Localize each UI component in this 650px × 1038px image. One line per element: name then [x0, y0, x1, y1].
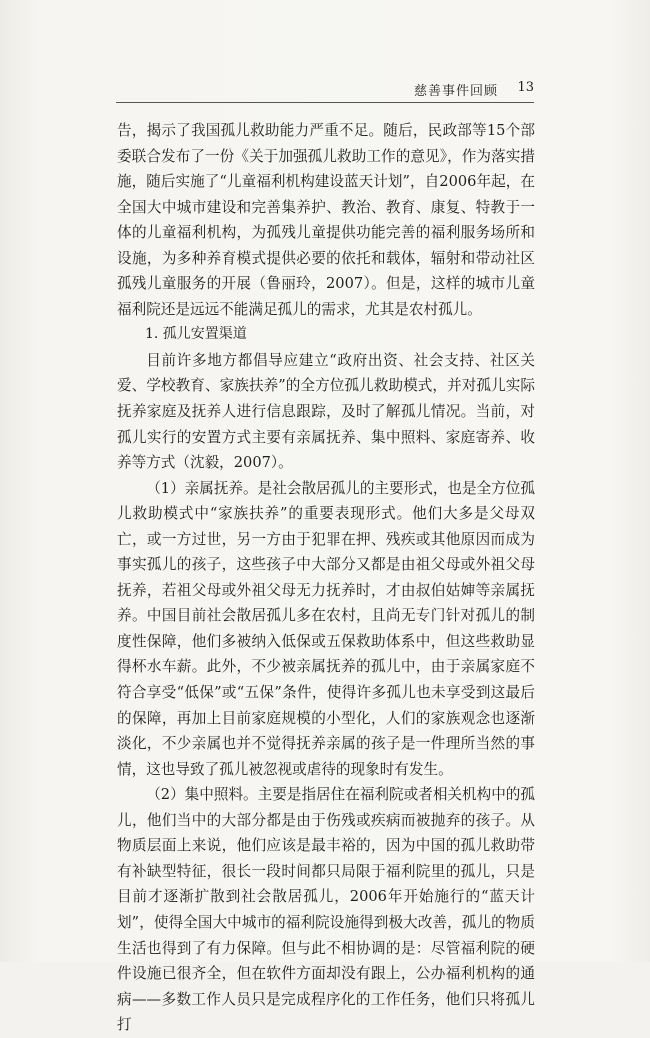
running-title: 慈善事件回顾 [413, 84, 498, 99]
section-heading: 1. 孤儿安置渠道 [145, 326, 247, 343]
paragraph-placement-overview: 目前许多地方都倡导应建立“政府出资、社会支持、社区关爱、学校教育、家族扶养”的全方位孤儿救助模式，并对孤儿实际抚养家庭及抚养人进行信息跟踪，及时了解孤儿情况。当前，对孤儿实行的安置方式主要有亲属抚养、集中照料、家庭寄养、收养等方式（沈毅，2007）。 [117, 351, 535, 472]
paragraph-relative-care: （1）亲属抚养。是社会散居孤儿的主要形式，也是全方位孤儿救助模式中“家族扶养”的重要表现形式。他们大多是父母双亡，或一方过世，另一方由于犯罪在押、残疾或其他原因而成为事实孤儿的孩子，这些孩子中大部分又都是由祖父母或外祖父母抚养，若祖父母或外祖父母无力抚养时，才由叔伯姑婶等亲属抚养。中国目前社会散居孤儿多在农村，且尚无专门针对孤儿的制度性保障，他们多被纳入低保或五保救助体系中，但这些救助显得杯水车薪。此外，不少被亲属抚养的孤儿中，由于亲属家庭不符合享受“低保”或“五保”条件，使得许多孤儿也未享受到这最后的保障，再加上目前家庭规模的小型化，人们的家族观念也逐渐淡化，不少亲属也并不觉得抚养亲属的孩子是一件理所当然的事情，这也导致了孤儿被忽视或虐待的现象时有发生。 [117, 479, 535, 778]
page-number: 13 [517, 80, 534, 95]
page-body [117, 118, 535, 1038]
paragraph-centralized-care: （2）集中照料。主要是指居住在福利院或者相关机构中的孤儿，他们当中的大部分都是由于伤残或疾病而被抛弃的孩子。从物质层面上来说，他们应该是最丰裕的，因为中国的孤儿救助带有补缺型特征，很长一段时间都只局限于福利院里的孤儿，只是目前才逐渐扩散到社会散居孤儿，2006年开始施行的“蓝天计划”，使得全国大中城市的福利院设施得到极大改善，孤儿的物质生活也得到了有力保障。但与此不相协调的是：尽管福利院的硬件设施已很齐全，但在软件方面却没有跟上，公办福利机构的通病——多数工作人员只是完成程序化的工作任务，他们只将孤儿打 [117, 786, 535, 1034]
paragraph-continuation: 告，揭示了我国孤儿救助能力严重不足。随后，民政部等15个部委联合发布了一份《关于加强孤儿救助工作的意见》，作为落实措施，随后实施了“儿童福利机构建设蓝天计划”，自2006年起，在全国大中城市建设和完善集养护、教治、教育、康复、特教于一体的儿童福利机构，为孤残儿童提供功能完善的福利服务场所和设施，为多种养育模式提供必要的依托和载体，辐射和带动社区孤残儿童服务的开展（鲁丽玲，2007）。但是，这样的城市儿童福利院还是远远不能满足孤儿的需求，尤其是农村孤儿。 [117, 122, 535, 318]
running-header [116, 78, 534, 103]
